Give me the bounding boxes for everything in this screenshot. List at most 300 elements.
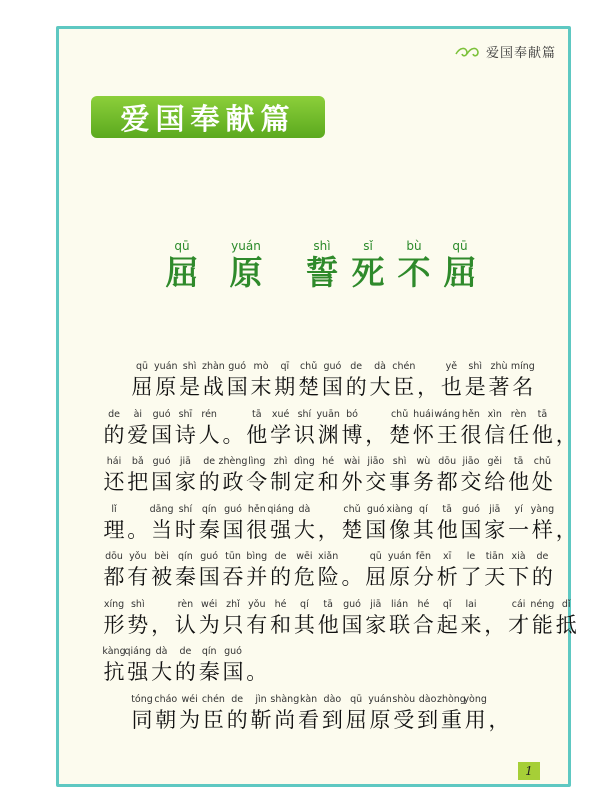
- char-pinyin: qiáng: [124, 646, 152, 657]
- char-pinyin: hái: [106, 456, 122, 467]
- char-hanzi: 的: [531, 565, 553, 589]
- char-pinyin: tā: [513, 456, 524, 467]
- char-hanzi: ，: [555, 422, 577, 447]
- char-hanzi: 为: [179, 707, 201, 732]
- text-char: [509, 360, 537, 400]
- char-hanzi: 强: [127, 660, 149, 684]
- char-hanzi: ，: [151, 612, 173, 637]
- char-pinyin: lǐ: [111, 503, 117, 515]
- char-hanzi: 当: [151, 517, 173, 542]
- char-hanzi: 博: [341, 422, 363, 447]
- char-pinyin: qí: [300, 598, 309, 610]
- text-char: [552, 598, 580, 638]
- char-pinyin: rèn: [177, 598, 194, 610]
- char-pinyin: wéi: [181, 693, 198, 705]
- char-pinyin: hěn: [462, 408, 480, 420]
- char-hanzi: 大: [293, 517, 315, 542]
- char-hanzi: 形: [103, 612, 125, 637]
- char-pinyin: shì: [182, 361, 197, 372]
- char-hanzi: 。: [127, 517, 149, 542]
- char-hanzi: 起: [436, 612, 458, 637]
- char-hanzi: 人: [198, 422, 220, 447]
- char-hanzi: 秦: [198, 517, 220, 542]
- page-number: 1: [518, 762, 540, 780]
- char-pinyin: qín: [201, 503, 217, 515]
- char-pinyin: yuān: [316, 408, 340, 420]
- char-pinyin: xiǎn: [318, 551, 339, 562]
- char-hanzi: ，: [555, 517, 577, 542]
- char-hanzi: 制: [270, 470, 292, 494]
- char-pinyin: mò: [253, 361, 269, 372]
- text-char: [243, 645, 271, 685]
- char-hanzi: 靳: [250, 707, 272, 732]
- char-hanzi: 期: [274, 375, 296, 399]
- char-hanzi: 楚: [389, 422, 411, 447]
- char-pinyin: tā: [537, 408, 548, 420]
- char-pinyin: xiàng: [386, 503, 413, 515]
- char-hanzi: 政: [222, 470, 244, 494]
- char-hanzi: 著: [488, 375, 510, 399]
- char-pinyin: tā: [252, 408, 262, 420]
- char-hanzi: 交: [365, 470, 387, 494]
- char-hanzi: 抗: [103, 660, 125, 684]
- char-pinyin: qū: [369, 551, 382, 562]
- char-pinyin: lìng: [248, 456, 266, 467]
- char-pinyin: wēi: [296, 551, 313, 562]
- section-banner: [91, 96, 325, 138]
- text-line: [0, 693, 600, 741]
- char-hanzi: 爱: [127, 422, 149, 447]
- char-pinyin: shòu: [392, 693, 416, 705]
- text-line: [0, 503, 600, 551]
- title-char-pinyin: shì: [313, 239, 331, 253]
- char-hanzi: 。: [341, 565, 363, 589]
- char-pinyin: bó: [346, 408, 358, 420]
- char-pinyin: rèn: [510, 408, 527, 420]
- char-hanzi: 能: [531, 612, 553, 637]
- title-char-hanzi: 誓: [305, 253, 339, 292]
- char-pinyin: guó: [228, 361, 247, 372]
- char-hanzi: 。: [222, 422, 244, 447]
- char-pinyin: dà: [155, 646, 168, 657]
- char-hanzi: 定: [293, 470, 315, 494]
- char-hanzi: 国: [226, 375, 248, 399]
- char-pinyin: dìng: [294, 456, 315, 467]
- char-pinyin: guó: [224, 503, 242, 515]
- char-pinyin: guó: [152, 408, 171, 420]
- char-hanzi: 的: [103, 422, 125, 447]
- char-hanzi: 和: [317, 470, 339, 494]
- char-hanzi: 渊: [317, 422, 339, 447]
- char-hanzi: 事: [389, 470, 411, 494]
- char-hanzi: 大: [151, 660, 173, 684]
- char-hanzi: 屈: [345, 707, 367, 732]
- char-pinyin: zhàn: [201, 361, 225, 372]
- char-pinyin: shí: [297, 408, 312, 420]
- char-pinyin: qū: [350, 693, 363, 705]
- char-hanzi: 国: [341, 612, 363, 637]
- char-hanzi: 国: [198, 565, 220, 589]
- char-hanzi: 把: [127, 470, 149, 494]
- char-hanzi: 的: [270, 565, 292, 589]
- char-pinyin: dào: [323, 693, 342, 705]
- char-hanzi: 了: [460, 565, 482, 589]
- char-hanzi: 很: [246, 517, 268, 542]
- char-pinyin: hé: [322, 456, 335, 467]
- char-pinyin: yí: [514, 503, 523, 515]
- char-hanzi: 楚: [341, 517, 363, 542]
- char-hanzi: 到: [417, 707, 439, 732]
- char-pinyin: qín: [178, 551, 193, 562]
- char-hanzi: 有: [127, 565, 149, 589]
- char-pinyin: yě: [445, 361, 458, 372]
- char-hanzi: 给: [484, 470, 506, 494]
- char-hanzi: 楚: [298, 375, 320, 399]
- title-char: [348, 238, 388, 292]
- char-hanzi: 的: [345, 375, 367, 399]
- title-char-pinyin: bù: [406, 239, 422, 253]
- char-hanzi: 时: [174, 517, 196, 542]
- char-hanzi: 才: [508, 612, 530, 637]
- char-hanzi: 析: [436, 565, 458, 589]
- title-char-pinyin: yuán: [231, 239, 261, 253]
- char-hanzi: 险: [317, 565, 339, 589]
- char-hanzi: 的: [198, 470, 220, 494]
- char-hanzi: 家: [484, 517, 506, 542]
- text-char: [528, 550, 556, 590]
- char-pinyin: dào: [418, 693, 437, 705]
- char-hanzi: 识: [293, 422, 315, 447]
- title-char-pinyin: sǐ: [363, 239, 373, 253]
- char-pinyin: wài: [343, 456, 361, 467]
- title-char-pinyin: qū: [452, 239, 468, 253]
- char-pinyin: guó: [343, 598, 361, 610]
- char-hanzi: 还: [103, 470, 125, 494]
- char-pinyin: xíng: [103, 598, 125, 610]
- char-pinyin: guó: [462, 503, 480, 515]
- char-hanzi: 其: [293, 612, 315, 637]
- char-pinyin: chǔ: [299, 361, 318, 372]
- char-pinyin: tóng: [131, 693, 153, 705]
- char-pinyin: tā: [323, 598, 333, 610]
- char-pinyin: de: [536, 551, 549, 562]
- char-hanzi: ，: [488, 707, 510, 732]
- char-hanzi: 外: [341, 470, 363, 494]
- char-pinyin: wéi: [201, 598, 218, 610]
- char-pinyin: de: [274, 551, 287, 562]
- char-pinyin: shí: [178, 503, 193, 515]
- char-hanzi: 一: [508, 517, 530, 542]
- char-pinyin: qín: [201, 646, 217, 657]
- char-hanzi: 学: [270, 422, 292, 447]
- char-hanzi: 任: [508, 422, 530, 447]
- char-pinyin: bèi: [154, 551, 169, 562]
- char-hanzi: 怀: [412, 422, 434, 447]
- title-char-pinyin: qū: [174, 239, 190, 253]
- char-pinyin: kàn: [300, 693, 318, 705]
- char-pinyin: shī: [178, 408, 193, 420]
- char-hanzi: 国: [151, 422, 173, 447]
- char-pinyin: wáng: [434, 408, 461, 420]
- char-hanzi: 认: [174, 612, 196, 637]
- char-hanzi: 抵: [555, 612, 577, 637]
- char-pinyin: qǐ: [442, 598, 452, 610]
- text-line: [0, 455, 600, 503]
- char-hanzi: 朝: [155, 707, 177, 732]
- char-pinyin: qí: [419, 503, 428, 515]
- char-hanzi: ，: [484, 612, 506, 637]
- char-pinyin: chén: [392, 361, 416, 372]
- char-hanzi: 势: [127, 612, 149, 637]
- char-hanzi: 分: [412, 565, 434, 589]
- char-hanzi: 屈: [131, 375, 153, 399]
- char-pinyin: jìn: [255, 693, 267, 705]
- char-pinyin: tūn: [225, 551, 241, 562]
- char-pinyin: yǒu: [129, 551, 147, 562]
- char-hanzi: 都: [103, 565, 125, 589]
- char-pinyin: lai: [465, 598, 477, 610]
- char-pinyin: qī: [280, 361, 290, 372]
- char-pinyin: jiāo: [462, 456, 480, 467]
- char-pinyin: yuán: [154, 361, 178, 372]
- char-hanzi: 也: [440, 375, 462, 399]
- char-hanzi: 他: [317, 612, 339, 637]
- char-hanzi: 重: [440, 707, 462, 732]
- char-hanzi: 样: [531, 517, 553, 542]
- char-pinyin: dà: [298, 503, 311, 515]
- char-hanzi: 用: [464, 707, 486, 732]
- char-hanzi: 务: [412, 470, 434, 494]
- section-header-text: 爱国奉献篇: [485, 46, 556, 61]
- char-pinyin: gěi: [487, 456, 503, 467]
- char-hanzi: 到: [321, 707, 343, 732]
- char-hanzi: 末: [250, 375, 272, 399]
- char-pinyin: shì: [130, 598, 145, 610]
- char-hanzi: 是: [464, 375, 486, 399]
- text-char: [552, 503, 580, 543]
- char-pinyin: de: [231, 693, 244, 705]
- char-pinyin: lián: [391, 598, 409, 610]
- char-hanzi: 臣: [393, 375, 415, 399]
- text-char: [528, 455, 556, 495]
- char-hanzi: 下: [508, 565, 530, 589]
- char-hanzi: 原: [369, 707, 391, 732]
- char-hanzi: 天: [484, 565, 506, 589]
- char-hanzi: 吞: [222, 565, 244, 589]
- char-hanzi: 合: [412, 612, 434, 637]
- title-char-hanzi: 屈: [165, 253, 199, 292]
- char-hanzi: 看: [298, 707, 320, 732]
- char-pinyin: ài: [133, 408, 143, 420]
- char-pinyin: guó: [152, 456, 171, 467]
- char-hanzi: 尚: [274, 707, 296, 732]
- char-hanzi: 家: [174, 470, 196, 494]
- char-pinyin: zhù: [490, 361, 508, 372]
- char-hanzi: 他: [436, 517, 458, 542]
- char-hanzi: ，: [417, 375, 439, 399]
- char-pinyin: hé: [274, 598, 287, 610]
- frame-top: [0, 0, 600, 26]
- char-pinyin: xià: [511, 551, 526, 562]
- char-pinyin: de: [108, 408, 120, 420]
- char-pinyin: qū: [135, 361, 149, 372]
- char-hanzi: 国: [365, 517, 387, 542]
- title-char: [440, 238, 480, 292]
- char-pinyin: wù: [416, 456, 431, 467]
- title-char: [162, 238, 202, 292]
- char-pinyin: de: [203, 456, 216, 467]
- char-pinyin: de: [350, 361, 363, 372]
- frame-bottom: [0, 786, 600, 800]
- char-pinyin: de: [179, 646, 192, 657]
- title-char-hanzi: 原: [229, 253, 263, 292]
- section-banner-title: 爱国奉献篇: [120, 101, 296, 136]
- char-hanzi: 他: [531, 422, 553, 447]
- text-line: [0, 408, 600, 456]
- char-hanzi: 臣: [202, 707, 224, 732]
- char-hanzi: 只: [222, 612, 244, 637]
- char-pinyin: néng: [530, 598, 555, 610]
- text-char: [552, 408, 580, 448]
- char-hanzi: 令: [246, 470, 268, 494]
- char-hanzi: ，: [317, 517, 339, 542]
- char-hanzi: 战: [202, 375, 224, 399]
- char-pinyin: cái: [511, 598, 526, 610]
- char-pinyin: jiā: [370, 598, 382, 610]
- text-line: [0, 598, 600, 646]
- char-hanzi: 屈: [365, 565, 387, 589]
- char-hanzi: 来: [460, 612, 482, 637]
- char-hanzi: 他: [508, 470, 530, 494]
- char-pinyin: shàng: [270, 693, 300, 705]
- char-hanzi: 为: [198, 612, 220, 637]
- char-hanzi: 其: [412, 517, 434, 542]
- text-char: [485, 693, 513, 733]
- char-hanzi: 信: [484, 422, 506, 447]
- char-pinyin: xìn: [487, 408, 502, 420]
- leaf-swirl-icon: [454, 45, 482, 59]
- char-pinyin: huái: [413, 408, 434, 420]
- char-pinyin: xī: [443, 551, 452, 562]
- char-pinyin: yuán: [368, 693, 392, 705]
- char-pinyin: míng: [510, 361, 535, 372]
- char-pinyin: fēn: [415, 551, 431, 562]
- char-pinyin: zhǐ: [226, 598, 240, 610]
- char-hanzi: 诗: [174, 422, 196, 447]
- char-pinyin: chén: [201, 693, 225, 705]
- char-pinyin: guó: [224, 646, 242, 657]
- char-pinyin: guó: [366, 503, 385, 515]
- char-hanzi: 受: [393, 707, 415, 732]
- char-pinyin: yòng: [463, 693, 487, 705]
- char-pinyin: bǎ: [131, 456, 144, 467]
- char-hanzi: 国: [460, 517, 482, 542]
- char-pinyin: rén: [201, 408, 217, 420]
- char-pinyin: kàng: [102, 646, 126, 657]
- char-pinyin: zhòng: [436, 693, 466, 705]
- char-hanzi: 是: [179, 375, 201, 399]
- title-char: [394, 238, 434, 292]
- char-hanzi: 的: [226, 707, 248, 732]
- char-pinyin: jiā: [179, 456, 191, 467]
- char-hanzi: 有: [246, 612, 268, 637]
- char-hanzi: 被: [151, 565, 173, 589]
- char-hanzi: 秦: [174, 565, 196, 589]
- char-pinyin: qiáng: [267, 503, 294, 515]
- char-pinyin: shì: [468, 361, 482, 372]
- char-hanzi: 和: [270, 612, 292, 637]
- char-pinyin: tiān: [485, 551, 504, 562]
- char-hanzi: 国: [321, 375, 343, 399]
- char-pinyin: hé: [417, 598, 430, 610]
- char-pinyin: jiā: [489, 503, 501, 515]
- char-hanzi: 大: [369, 375, 391, 399]
- char-hanzi: 像: [389, 517, 411, 542]
- char-pinyin: le: [466, 551, 476, 562]
- char-hanzi: 。: [246, 660, 268, 684]
- char-hanzi: 秦: [198, 660, 220, 684]
- char-pinyin: guó: [323, 361, 342, 372]
- char-pinyin: yàng: [530, 503, 555, 515]
- char-pinyin: xué: [271, 408, 290, 420]
- text-line: [0, 360, 600, 408]
- char-hanzi: 危: [293, 565, 315, 589]
- char-hanzi: 联: [389, 612, 411, 637]
- char-hanzi: 同: [131, 707, 153, 732]
- story-title: [0, 238, 600, 298]
- char-hanzi: 交: [460, 470, 482, 494]
- char-hanzi: 都: [436, 470, 458, 494]
- title-char: [302, 238, 342, 292]
- char-hanzi: 他: [246, 422, 268, 447]
- title-char-hanzi: 死: [351, 253, 385, 292]
- char-pinyin: chǔ: [390, 408, 409, 420]
- char-hanzi: 并: [246, 565, 268, 589]
- char-pinyin: guó: [200, 551, 219, 562]
- char-pinyin: yǒu: [248, 598, 266, 610]
- char-hanzi: 强: [270, 517, 292, 542]
- char-hanzi: 王: [436, 422, 458, 447]
- char-pinyin: shì: [392, 456, 407, 467]
- text-line: [0, 550, 600, 598]
- char-pinyin: dōu: [438, 456, 457, 467]
- char-pinyin: dà: [374, 361, 386, 372]
- char-pinyin: zhèng: [218, 456, 248, 467]
- char-hanzi: 原: [389, 565, 411, 589]
- char-pinyin: dāng: [149, 503, 174, 515]
- char-pinyin: chǔ: [533, 456, 552, 467]
- char-pinyin: cháo: [154, 693, 178, 705]
- char-pinyin: chǔ: [343, 503, 361, 515]
- title-char: [226, 238, 266, 292]
- char-hanzi: 国: [222, 517, 244, 542]
- char-hanzi: 的: [174, 660, 196, 684]
- text-line: [0, 645, 600, 693]
- char-hanzi: 理: [103, 517, 125, 542]
- char-pinyin: zhì: [273, 456, 288, 467]
- title-char-hanzi: 不: [397, 253, 431, 292]
- char-pinyin: dōu: [105, 551, 123, 562]
- title-char-hanzi: 屈: [443, 253, 477, 292]
- char-pinyin: dǐ: [561, 598, 571, 610]
- char-pinyin: bìng: [246, 551, 268, 562]
- char-hanzi: 处: [531, 470, 553, 494]
- section-header: [454, 42, 556, 61]
- char-pinyin: yuán: [387, 551, 412, 562]
- char-hanzi: 家: [365, 612, 387, 637]
- char-hanzi: 很: [460, 422, 482, 447]
- char-hanzi: ，: [365, 422, 387, 447]
